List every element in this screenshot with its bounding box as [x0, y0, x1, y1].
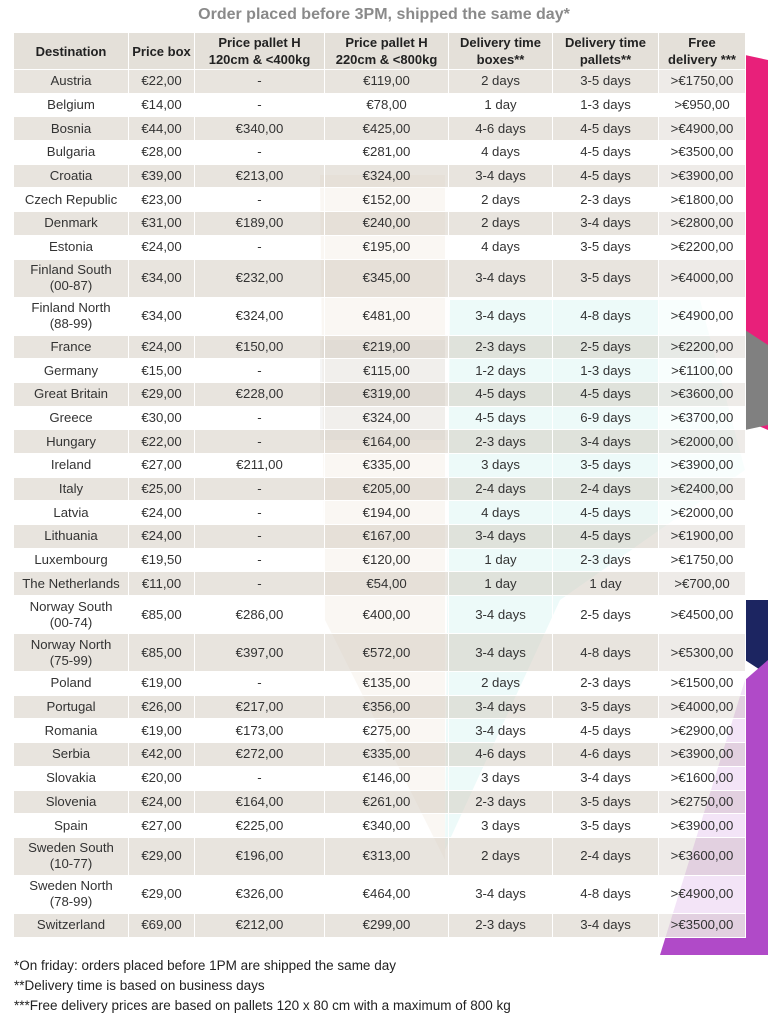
pallet-220-cell: €261,00	[325, 790, 449, 814]
destination-cell: Sweden South (10-77)	[14, 837, 129, 875]
time-pallets-cell: 2-3 days	[553, 672, 659, 696]
pallet-120-cell: €286,00	[195, 596, 325, 634]
price-box-cell: €20,00	[129, 766, 195, 790]
header-price-box: Price box	[129, 33, 195, 70]
pallet-120-cell: €397,00	[195, 634, 325, 672]
time-pallets-cell: 3-5 days	[553, 453, 659, 477]
time-boxes-cell: 3-4 days	[449, 875, 553, 913]
time-pallets-cell: 1 day	[553, 572, 659, 596]
price-box-cell: €24,00	[129, 790, 195, 814]
free-delivery-cell: >€1800,00	[659, 188, 746, 212]
table-row	[14, 430, 746, 454]
table-row	[14, 406, 746, 430]
price-box-cell: €27,00	[129, 814, 195, 838]
destination-cell: Estonia	[14, 235, 129, 259]
time-pallets-cell: 3-5 days	[553, 70, 659, 94]
free-delivery-cell: >€4000,00	[659, 695, 746, 719]
time-pallets-cell: 4-6 days	[553, 743, 659, 767]
free-delivery-cell: >€3600,00	[659, 837, 746, 875]
time-pallets-cell: 4-5 days	[553, 501, 659, 525]
price-box-cell: €30,00	[129, 406, 195, 430]
table-row	[14, 382, 746, 406]
price-box-cell: €28,00	[129, 141, 195, 165]
destination-cell: Lithuania	[14, 525, 129, 549]
price-box-cell: €26,00	[129, 695, 195, 719]
footnotes	[14, 956, 511, 1016]
price-box-cell: €27,00	[129, 453, 195, 477]
destination-cell: Bulgaria	[14, 141, 129, 165]
free-delivery-cell: >€3700,00	[659, 406, 746, 430]
price-box-cell: €31,00	[129, 212, 195, 236]
destination-cell: Poland	[14, 672, 129, 696]
time-pallets-cell: 4-8 days	[553, 875, 659, 913]
pallet-220-cell: €164,00	[325, 430, 449, 454]
time-boxes-cell: 4-5 days	[449, 406, 553, 430]
time-boxes-cell: 3-4 days	[449, 719, 553, 743]
table-row	[14, 93, 746, 117]
destination-cell: Spain	[14, 814, 129, 838]
table-row	[14, 117, 746, 141]
free-delivery-cell: >€2750,00	[659, 790, 746, 814]
pallet-220-cell: €400,00	[325, 596, 449, 634]
table-row	[14, 335, 746, 359]
table-row	[14, 297, 746, 335]
price-box-cell: €14,00	[129, 93, 195, 117]
destination-cell: Luxembourg	[14, 548, 129, 572]
price-box-cell: €29,00	[129, 875, 195, 913]
pallet-220-cell: €54,00	[325, 572, 449, 596]
time-pallets-cell: 3-4 days	[553, 430, 659, 454]
time-pallets-cell: 2-5 days	[553, 596, 659, 634]
time-pallets-cell: 1-3 days	[553, 93, 659, 117]
header-time-boxes: Delivery time boxes**	[449, 33, 553, 70]
free-delivery-cell: >€3900,00	[659, 743, 746, 767]
destination-cell: Norway North (75-99)	[14, 634, 129, 672]
pallet-120-cell: -	[195, 477, 325, 501]
pallet-120-cell: €228,00	[195, 382, 325, 406]
price-box-cell: €29,00	[129, 837, 195, 875]
table-row	[14, 837, 746, 875]
time-boxes-cell: 2-3 days	[449, 913, 553, 937]
time-boxes-cell: 1 day	[449, 93, 553, 117]
free-delivery-cell: >€2900,00	[659, 719, 746, 743]
pallet-120-cell: -	[195, 430, 325, 454]
pallet-220-cell: €78,00	[325, 93, 449, 117]
destination-cell: Czech Republic	[14, 188, 129, 212]
time-pallets-cell: 3-5 days	[553, 235, 659, 259]
price-box-cell: €19,00	[129, 672, 195, 696]
pallet-120-cell: €225,00	[195, 814, 325, 838]
destination-cell: France	[14, 335, 129, 359]
time-boxes-cell: 4 days	[449, 501, 553, 525]
time-boxes-cell: 3 days	[449, 814, 553, 838]
pallet-120-cell: -	[195, 70, 325, 94]
free-delivery-cell: >€950,00	[659, 93, 746, 117]
pallet-120-cell: -	[195, 548, 325, 572]
price-box-cell: €39,00	[129, 164, 195, 188]
time-pallets-cell: 3-4 days	[553, 212, 659, 236]
table-row	[14, 719, 746, 743]
pallet-120-cell: €340,00	[195, 117, 325, 141]
pallet-120-cell: -	[195, 359, 325, 383]
table-row	[14, 548, 746, 572]
destination-cell: Belgium	[14, 93, 129, 117]
destination-cell: Romania	[14, 719, 129, 743]
table-row	[14, 235, 746, 259]
time-pallets-cell: 4-5 days	[553, 382, 659, 406]
time-pallets-cell: 4-5 days	[553, 719, 659, 743]
pallet-220-cell: €340,00	[325, 814, 449, 838]
table-row	[14, 634, 746, 672]
table-row	[14, 453, 746, 477]
pallet-120-cell: €196,00	[195, 837, 325, 875]
price-box-cell: €69,00	[129, 913, 195, 937]
free-delivery-cell: >€3900,00	[659, 453, 746, 477]
time-boxes-cell: 2-3 days	[449, 430, 553, 454]
time-boxes-cell: 3 days	[449, 766, 553, 790]
pallet-220-cell: €119,00	[325, 70, 449, 94]
price-box-cell: €24,00	[129, 525, 195, 549]
pallet-120-cell: €324,00	[195, 297, 325, 335]
pallet-120-cell: €212,00	[195, 913, 325, 937]
price-box-cell: €19,00	[129, 719, 195, 743]
pallet-220-cell: €299,00	[325, 913, 449, 937]
table-row	[14, 875, 746, 913]
table-row	[14, 477, 746, 501]
pallet-120-cell: €272,00	[195, 743, 325, 767]
free-delivery-cell: >€4900,00	[659, 875, 746, 913]
destination-cell: Slovakia	[14, 766, 129, 790]
shipping-table-wrapper	[13, 32, 746, 938]
destination-cell: Denmark	[14, 212, 129, 236]
time-pallets-cell: 2-4 days	[553, 477, 659, 501]
price-box-cell: €34,00	[129, 259, 195, 297]
pallet-220-cell: €313,00	[325, 837, 449, 875]
destination-cell: Croatia	[14, 164, 129, 188]
destination-cell: Germany	[14, 359, 129, 383]
table-row	[14, 572, 746, 596]
pallet-220-cell: €572,00	[325, 634, 449, 672]
destination-cell: Ireland	[14, 453, 129, 477]
destination-cell: Hungary	[14, 430, 129, 454]
table-row	[14, 596, 746, 634]
time-boxes-cell: 3-4 days	[449, 525, 553, 549]
time-pallets-cell: 2-3 days	[553, 548, 659, 572]
pallet-220-cell: €335,00	[325, 743, 449, 767]
free-delivery-cell: >€2200,00	[659, 235, 746, 259]
header-destination: Destination	[14, 33, 129, 70]
time-boxes-cell: 3 days	[449, 453, 553, 477]
time-pallets-cell: 3-4 days	[553, 913, 659, 937]
table-row	[14, 525, 746, 549]
time-pallets-cell: 3-5 days	[553, 814, 659, 838]
header-time-pallets: Delivery time pallets**	[553, 33, 659, 70]
pallet-120-cell: €150,00	[195, 335, 325, 359]
header-pallet-120: Price pallet H 120cm & <400kg	[195, 33, 325, 70]
pallet-220-cell: €319,00	[325, 382, 449, 406]
free-delivery-cell: >€3600,00	[659, 382, 746, 406]
pallet-120-cell: €232,00	[195, 259, 325, 297]
destination-cell: Portugal	[14, 695, 129, 719]
table-row	[14, 814, 746, 838]
free-delivery-cell: >€5300,00	[659, 634, 746, 672]
pallet-220-cell: €167,00	[325, 525, 449, 549]
time-boxes-cell: 2 days	[449, 837, 553, 875]
footnote-3: ***Free delivery prices are based on pallets 120 x 80 cm with a maximum of 800 kg	[14, 998, 511, 1013]
free-delivery-cell: >€2000,00	[659, 430, 746, 454]
time-pallets-cell: 4-5 days	[553, 141, 659, 165]
time-pallets-cell: 6-9 days	[553, 406, 659, 430]
page-title: Order placed before 3PM, shipped the same day*	[198, 6, 570, 23]
pallet-120-cell: -	[195, 766, 325, 790]
pallet-220-cell: €324,00	[325, 164, 449, 188]
shipping-rates-table	[13, 32, 746, 938]
time-pallets-cell: 3-5 days	[553, 259, 659, 297]
destination-cell: Latvia	[14, 501, 129, 525]
table-row	[14, 913, 746, 937]
free-delivery-cell: >€2400,00	[659, 477, 746, 501]
destination-cell: Finland South (00-87)	[14, 259, 129, 297]
destination-cell: Slovenia	[14, 790, 129, 814]
pallet-120-cell: €211,00	[195, 453, 325, 477]
pallet-120-cell: €173,00	[195, 719, 325, 743]
time-pallets-cell: 4-8 days	[553, 634, 659, 672]
free-delivery-cell: >€1900,00	[659, 525, 746, 549]
free-delivery-cell: >€3900,00	[659, 164, 746, 188]
free-delivery-cell: >€2200,00	[659, 335, 746, 359]
table-row	[14, 359, 746, 383]
destination-cell: Serbia	[14, 743, 129, 767]
time-pallets-cell: 2-4 days	[553, 837, 659, 875]
time-boxes-cell: 3-4 days	[449, 259, 553, 297]
free-delivery-cell: >€1100,00	[659, 359, 746, 383]
price-box-cell: €23,00	[129, 188, 195, 212]
pallet-220-cell: €324,00	[325, 406, 449, 430]
time-pallets-cell: 3-5 days	[553, 695, 659, 719]
table-row	[14, 188, 746, 212]
time-pallets-cell: 2-5 days	[553, 335, 659, 359]
table-row	[14, 766, 746, 790]
time-boxes-cell: 4 days	[449, 235, 553, 259]
header-pallet-220: Price pallet H 220cm & <800kg	[325, 33, 449, 70]
free-delivery-cell: >€4000,00	[659, 259, 746, 297]
table-row	[14, 695, 746, 719]
time-boxes-cell: 3-4 days	[449, 297, 553, 335]
free-delivery-cell: >€4500,00	[659, 596, 746, 634]
pallet-220-cell: €152,00	[325, 188, 449, 212]
price-box-cell: €15,00	[129, 359, 195, 383]
pallet-220-cell: €205,00	[325, 477, 449, 501]
time-pallets-cell: 2-3 days	[553, 188, 659, 212]
time-boxes-cell: 3-4 days	[449, 596, 553, 634]
pallet-220-cell: €194,00	[325, 501, 449, 525]
free-delivery-cell: >€2800,00	[659, 212, 746, 236]
pallet-220-cell: €425,00	[325, 117, 449, 141]
pallet-220-cell: €481,00	[325, 297, 449, 335]
table-row	[14, 501, 746, 525]
time-pallets-cell: 4-5 days	[553, 117, 659, 141]
free-delivery-cell: >€1500,00	[659, 672, 746, 696]
time-boxes-cell: 1 day	[449, 548, 553, 572]
table-row	[14, 259, 746, 297]
price-box-cell: €22,00	[129, 70, 195, 94]
free-delivery-cell: >€3500,00	[659, 913, 746, 937]
destination-cell: Sweden North (78-99)	[14, 875, 129, 913]
pallet-120-cell: €164,00	[195, 790, 325, 814]
time-boxes-cell: 1-2 days	[449, 359, 553, 383]
free-delivery-cell: >€1750,00	[659, 548, 746, 572]
price-box-cell: €34,00	[129, 297, 195, 335]
time-pallets-cell: 3-5 days	[553, 790, 659, 814]
time-boxes-cell: 4-6 days	[449, 117, 553, 141]
pallet-220-cell: €281,00	[325, 141, 449, 165]
table-header-row	[14, 33, 746, 70]
destination-cell: The Netherlands	[14, 572, 129, 596]
price-box-cell: €24,00	[129, 235, 195, 259]
header-free-delivery: Free delivery ***	[659, 33, 746, 70]
time-boxes-cell: 3-4 days	[449, 164, 553, 188]
destination-cell: Norway South (00-74)	[14, 596, 129, 634]
pallet-120-cell: -	[195, 188, 325, 212]
time-boxes-cell: 2 days	[449, 70, 553, 94]
pallet-220-cell: €464,00	[325, 875, 449, 913]
pallet-120-cell: -	[195, 501, 325, 525]
table-row	[14, 672, 746, 696]
time-pallets-cell: 4-5 days	[553, 525, 659, 549]
table-row	[14, 212, 746, 236]
price-box-cell: €85,00	[129, 596, 195, 634]
price-box-cell: €19,50	[129, 548, 195, 572]
pallet-220-cell: €146,00	[325, 766, 449, 790]
price-box-cell: €24,00	[129, 335, 195, 359]
time-pallets-cell: 3-4 days	[553, 766, 659, 790]
gray-shape	[745, 330, 768, 430]
destination-cell: Austria	[14, 70, 129, 94]
table-row	[14, 743, 746, 767]
time-boxes-cell: 2 days	[449, 212, 553, 236]
footnote-2: **Delivery time is based on business days	[14, 978, 265, 993]
pallet-120-cell: €326,00	[195, 875, 325, 913]
footnote-1: *On friday: orders placed before 1PM are shipped the same day	[14, 958, 396, 973]
free-delivery-cell: >€3900,00	[659, 814, 746, 838]
free-delivery-cell: >€1600,00	[659, 766, 746, 790]
pallet-220-cell: €240,00	[325, 212, 449, 236]
time-boxes-cell: 2-4 days	[449, 477, 553, 501]
free-delivery-cell: >€4900,00	[659, 297, 746, 335]
destination-cell: Great Britain	[14, 382, 129, 406]
free-delivery-cell: >€2000,00	[659, 501, 746, 525]
time-pallets-cell: 1-3 days	[553, 359, 659, 383]
price-box-cell: €85,00	[129, 634, 195, 672]
pallet-220-cell: €356,00	[325, 695, 449, 719]
pallet-220-cell: €120,00	[325, 548, 449, 572]
time-boxes-cell: 2 days	[449, 672, 553, 696]
pallet-120-cell: -	[195, 141, 325, 165]
time-boxes-cell: 2 days	[449, 188, 553, 212]
destination-cell: Italy	[14, 477, 129, 501]
table-row	[14, 164, 746, 188]
time-boxes-cell: 4-5 days	[449, 382, 553, 406]
pallet-120-cell: €213,00	[195, 164, 325, 188]
time-boxes-cell: 2-3 days	[449, 790, 553, 814]
pallet-220-cell: €135,00	[325, 672, 449, 696]
free-delivery-cell: >€1750,00	[659, 70, 746, 94]
time-boxes-cell: 4 days	[449, 141, 553, 165]
pallet-120-cell: €189,00	[195, 212, 325, 236]
pallet-220-cell: €335,00	[325, 453, 449, 477]
pallet-220-cell: €275,00	[325, 719, 449, 743]
pallet-120-cell: -	[195, 525, 325, 549]
table-row	[14, 141, 746, 165]
price-box-cell: €22,00	[129, 430, 195, 454]
time-boxes-cell: 4-6 days	[449, 743, 553, 767]
price-box-cell: €29,00	[129, 382, 195, 406]
free-delivery-cell: >€4900,00	[659, 117, 746, 141]
table-row	[14, 790, 746, 814]
price-box-cell: €25,00	[129, 477, 195, 501]
destination-cell: Switzerland	[14, 913, 129, 937]
pallet-120-cell: -	[195, 93, 325, 117]
time-pallets-cell: 4-5 days	[553, 164, 659, 188]
pallet-120-cell: -	[195, 406, 325, 430]
pallet-120-cell: -	[195, 672, 325, 696]
time-boxes-cell: 3-4 days	[449, 695, 553, 719]
pallet-220-cell: €115,00	[325, 359, 449, 383]
time-pallets-cell: 4-8 days	[553, 297, 659, 335]
destination-cell: Greece	[14, 406, 129, 430]
pallet-120-cell: €217,00	[195, 695, 325, 719]
destination-cell: Bosnia	[14, 117, 129, 141]
price-box-cell: €44,00	[129, 117, 195, 141]
pallet-220-cell: €345,00	[325, 259, 449, 297]
price-box-cell: €11,00	[129, 572, 195, 596]
free-delivery-cell: >€700,00	[659, 572, 746, 596]
pallet-120-cell: -	[195, 572, 325, 596]
table-row	[14, 70, 746, 94]
price-box-cell: €42,00	[129, 743, 195, 767]
pallet-220-cell: €195,00	[325, 235, 449, 259]
time-boxes-cell: 2-3 days	[449, 335, 553, 359]
price-box-cell: €24,00	[129, 501, 195, 525]
pallet-120-cell: -	[195, 235, 325, 259]
time-boxes-cell: 3-4 days	[449, 634, 553, 672]
destination-cell: Finland North (88-99)	[14, 297, 129, 335]
free-delivery-cell: >€3500,00	[659, 141, 746, 165]
pallet-220-cell: €219,00	[325, 335, 449, 359]
time-boxes-cell: 1 day	[449, 572, 553, 596]
